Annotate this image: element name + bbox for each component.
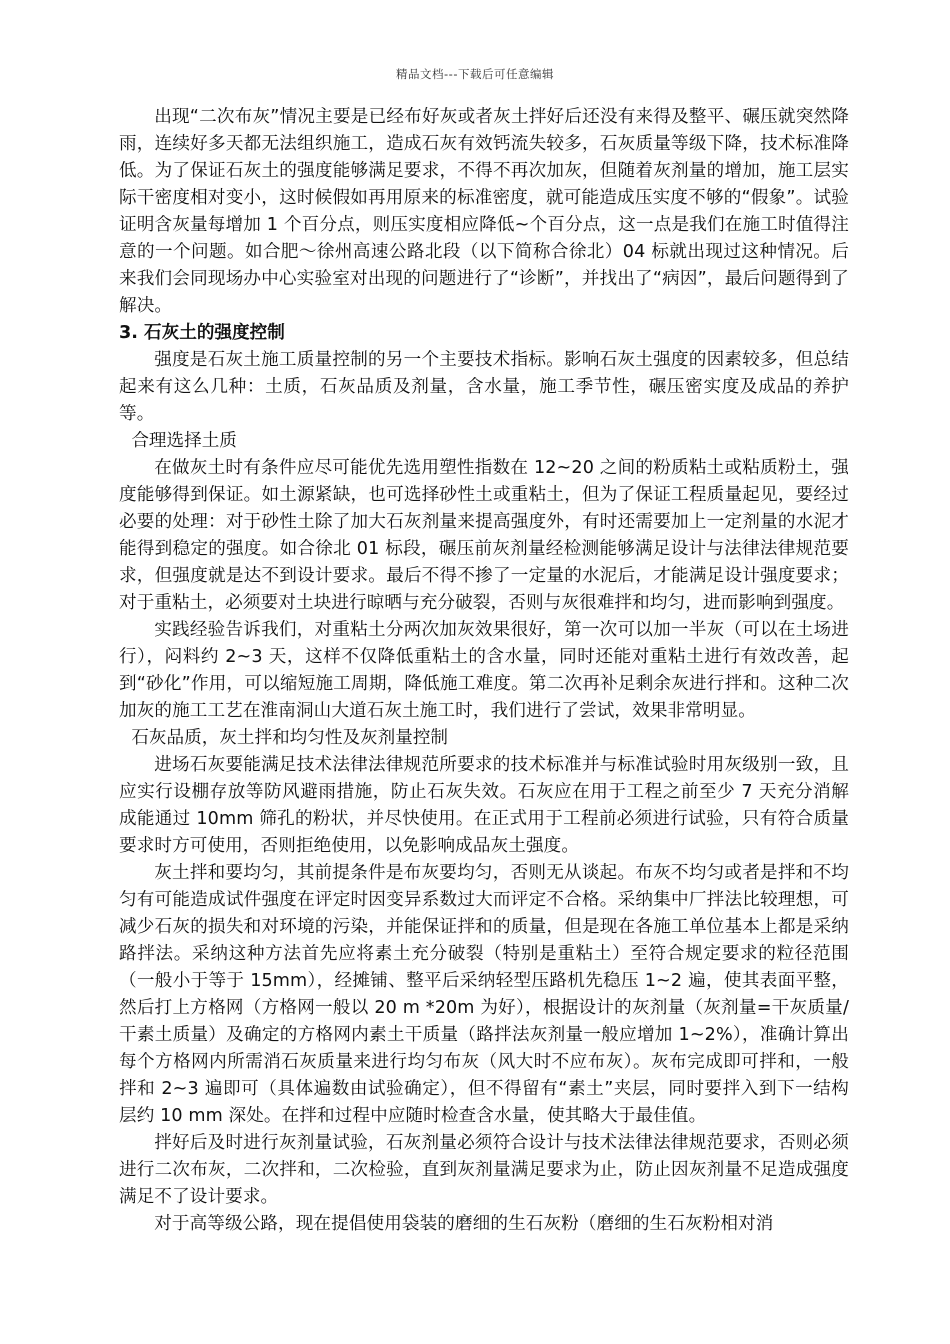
paragraph-dosage-test: 拌好后及时进行灰剂量试验，石灰剂量必须符合设计与技术法律法律规范要求，否则必须进行二次布灰，二次拌和，二次检验，直到灰剂量满足要求为止，防止因灰剂量不足造成强度满足不了设计要求。	[119, 1133, 849, 1207]
page-header: 精品文档---下载后可任意编辑	[396, 67, 554, 81]
paragraph-two-stage-lime: 实践经验告诉我们，对重粘土分两次加灰效果很好，第一次可以加一半灰（可以在土场进行），闷料约 2~3 天，这样不仅降低重粘土的含水量，同时还能对重粘土进行有效改善，起到“砂化”作用，可以缩短施工周期，降低施工难度。第二次再补足剩余灰进行拌和。这种二次加灰的施工工艺在淮南洞山大道石灰土施工时，我们进行了尝试，效果非常明显。	[119, 620, 849, 721]
paragraph-lime-powder: 对于高等级公路，现在提倡使用袋装的磨细的生石灰粉（磨细的生石灰粉相对消	[154, 1214, 774, 1234]
subheading-lime-quality: 石灰品质，灰土拌和均匀性及灰剂量控制	[131, 728, 449, 748]
paragraph-strength-factors: 强度是石灰土施工质量控制的另一个主要技术指标。影响石灰土强度的因素较多，但总结起来有这么几种：土质，石灰品质及剂量，含水量，施工季节性，碾压密实度及成品的养护等。	[119, 350, 849, 424]
paragraph-lime-quality: 进场石灰要能满足技术法律法律规范所要求的技术标准并与标准试验时用灰级别一致，且应实行设棚存放等防风避雨措施，防止石灰失效。石灰应在用于工程之前至少 7 天充分消解成能通过 10mm 筛孔的粉状，并尽快使用。在正式用于工程前必须进行试验，只有符合质量要求时方可使用，否则拒绝使用，以免影响成品灰土强度。	[119, 755, 849, 856]
subheading-soil-selection: 合理选择土质	[131, 431, 237, 451]
paragraph-mixing-uniformity: 灰土拌和要均匀，其前提条件是布灰要均匀，否则无从谈起。布灰不均匀或者是拌和不均匀有可能造成试件强度在评定时因变异系数过大而评定不合格。采纳集中厂拌法比较理想，可减少石灰的损失和对环境的污染，并能保证拌和的质量，但是现在各施工单位基本上都是采纳路拌法。采纳这种方法首先应将素土充分破裂（特别是重粘土）至符合规定要求的粒径范围（一般小于等于 15mm），经摊铺、整平后采纳轻型压路机先稳压 1~2 遍，使其表面平整，然后打上方格网（方格网一般以 20 m *20m 为好），根据设计的灰剂量（灰剂量=干灰质量/干素土质量）及确定的方格网内素土干质量（路拌法灰剂量一般应增加 1~2%），准确计算出每个方格网内所需消石灰质量来进行均匀布灰（风大时不应布灰）。灰布完成即可拌和，一般拌和 2~3 遍即可（具体遍数由试验确定），但不得留有“素土”夹层，同时要拌入到下一结构层约 10 mm 深处。在拌和过程中应随时检查含水量，使其略大于最佳值。	[119, 863, 849, 1126]
paragraph-soil-selection: 在做灰土时有条件应尽可能优先选用塑性指数在 12~20 之间的粉质粘土或粘质粉土，强度能够得到保证。如土源紧缺，也可选择砂性土或重粘土，但为了保证工程质量起见，要经过必要的处理：对于砂性土除了加大石灰剂量来提高强度外，有时还需要加上一定剂量的水泥才能得到稳定的强度。如合徐北 01 标段，碾压前灰剂量经检测能够满足设计与法律法律规范要求，但强度就是达不到设计要求。最后不得不掺了一定量的水泥后，才能满足设计强度要求；对于重粘土，必须要对土块进行晾晒与充分破裂，否则与灰很难拌和均匀，进而影响到强度。	[119, 458, 849, 613]
section-heading-strength-control: 3. 石灰土的强度控制	[119, 323, 285, 343]
paragraph-second-lime-spreading: 出现“二次布灰”情况主要是已经布好灰或者灰土拌好后还没有来得及整平、碾压就突然降雨，连续好多天都无法组织施工，造成石灰有效钙流失较多，石灰质量等级下降，技术标准降低。为了保证石灰土的强度能够满足要求，不得不再次加灰，但随着灰剂量的增加，施工层实际干密度相对变小，这时候假如再用原来的标准密度，就可能造成压实度不够的“假象”。试验证明含灰量每增加 1 个百分点，则压实度相应降低~个百分点，这一点是我们在施工时值得注意的一个问题。如合肥～徐州高速公路北段（以下简称合徐北）04 标就出现过这种情况。后来我们会同现场办中心实验室对出现的问题进行了“诊断”，并找出了“病因”，最后问题得到了解决。	[119, 107, 849, 316]
document-body	[119, 104, 849, 1238]
